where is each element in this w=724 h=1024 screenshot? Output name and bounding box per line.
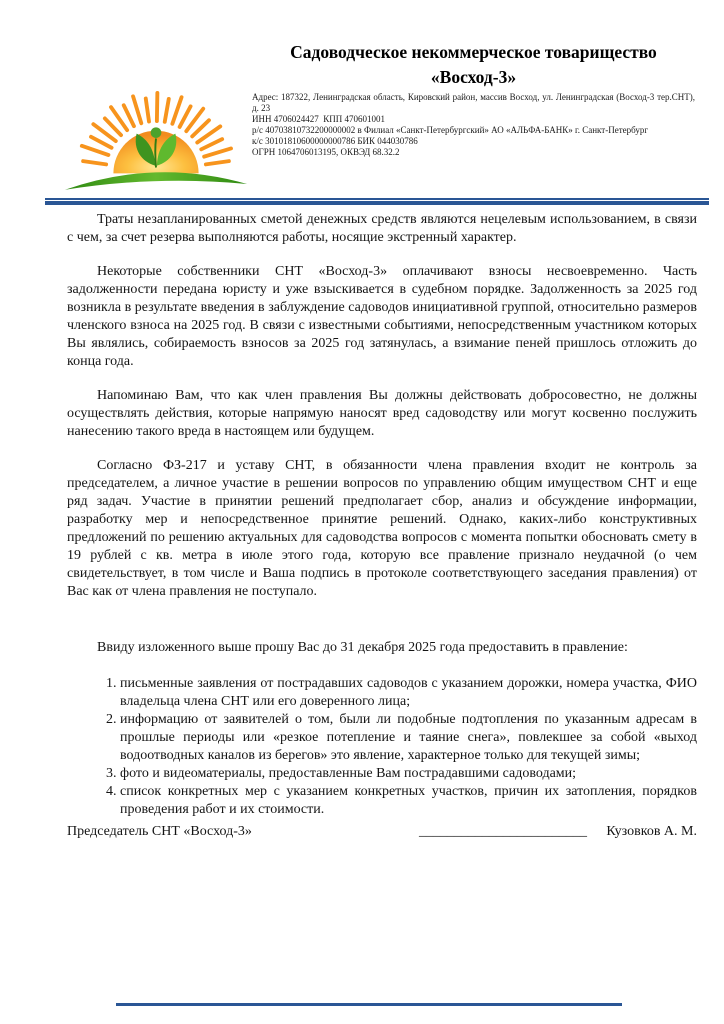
paragraph-4: Согласно ФЗ-217 и уставу СНТ, в обязанности члена правления входит не контроль за председателем, а личное участие в решении вопросов по управлению общим имуществом СНТ и еще ряд задач. Участие в принятии решений предполагает сбор, анализ и обсуждение информации, разработку мер и непосредственное принятие решений. Однако, каких-либо конструктивных предложений по решению актуальных для садоводства вопросов с момента попытки обосновать смету в 19 рублей с кв. метра в июле этого года, которую все правление признало неудачной (о чем свидетельствует, в том числе и Ваша подпись в протоколе соответствующего заседания правления) от Вас как от члена правления не поступало.: [67, 458, 697, 599]
org-type-title: Садоводческое некоммерческое товарищество: [290, 42, 657, 62]
letterhead-text: [252, 40, 695, 157]
signature-row: [67, 824, 697, 844]
footer-accent-line: [116, 1003, 622, 1006]
letter-body: [67, 211, 697, 819]
paragraph-2: Некоторые собственники СНТ «Восход-3» оплачивают взносы несвоевременно. Часть задолженности передана юристу и уже взыскивается в судебном порядке. Задолженность за 2025 год возникла в результате введения в заблуждение садоводов инициативной группой, относительно размеров членского взноса на 2025 год. В связи с известными событиями, непосредственным участником которых Вы являлись, собираемость взносов за 2025 год затянулась, а взимание пеней пришлось отложить до конца года.: [67, 264, 697, 369]
org-corr-account: к/с 30101810600000000786 БИК 044030786: [252, 135, 418, 146]
letterhead: [0, 40, 724, 198]
list-item: 4. список конкретных мер с указанием конкретных участков, причин их затопления, порядков проведения работ и их стоимости.: [120, 783, 697, 819]
org-inn-kpp: ИНН 4706024427 КПП 470601001: [252, 113, 386, 124]
header-separator: [45, 198, 709, 205]
list-item: 2. информацию от заявителей о том, были ли подобные подтопления по указанным адресам в прошлые периоды или «резкое потепление и таяние снега», повлекшее за собой «выход водоотводных каналов из берегов» это явление, характерное только для текущей зимы;: [120, 711, 697, 765]
org-ogrn-okved: ОГРН 1064706013195, ОКВЭД 68.32.2: [252, 146, 400, 157]
requirements-list: [67, 675, 697, 819]
signature-line: ________________________: [419, 824, 587, 839]
list-item: 1. письменные заявления от пострадавших садоводов с указанием дорожки, номера участка, ФИО владельца члена СНТ или его доверенного лица;: [120, 675, 697, 711]
org-name-title: «Восход-3»: [430, 67, 517, 87]
list-item: 3. фото и видеоматериалы, предоставленные Вам пострадавшими садоводами;: [120, 765, 697, 783]
org-address: Адрес: 187322, Ленинградская область, Кировский район, массив Восход, ул. Ленинградская (Восход-3 тер.СНТ), д. 23: [252, 92, 695, 113]
org-bank-account: р/с 40703810732200000002 в Филиал «Санкт-Петербургский» АО «АЛЬФА-БАНК» г. Санкт-Петербург: [252, 124, 649, 135]
request-paragraph: Ввиду изложенного выше прошу Вас до 31 декабря 2025 года предоставить в правление:: [97, 640, 628, 655]
signature-name: Кузовков А. М.: [606, 824, 697, 839]
grass-swoosh: [65, 172, 247, 190]
org-details-block: [252, 92, 695, 157]
paragraph-1: Траты незапланированных сметой денежных средств являются нецелевым использованием, в связи с чем, за счет резерва выполняются работы, носящие экстренный характер.: [67, 212, 697, 245]
paragraph-3: Напоминаю Вам, что как член правления Вы должны действовать добросовестно, не должны осуществлять действия, которые напрямую наносят вред садоводству или могут косвенно послужить нанесению такого вреда в настоящем или будущем.: [67, 388, 697, 439]
sunrise-logo-icon: [64, 76, 248, 198]
signature-position-label: Председатель СНТ «Восход-3»: [67, 824, 252, 839]
